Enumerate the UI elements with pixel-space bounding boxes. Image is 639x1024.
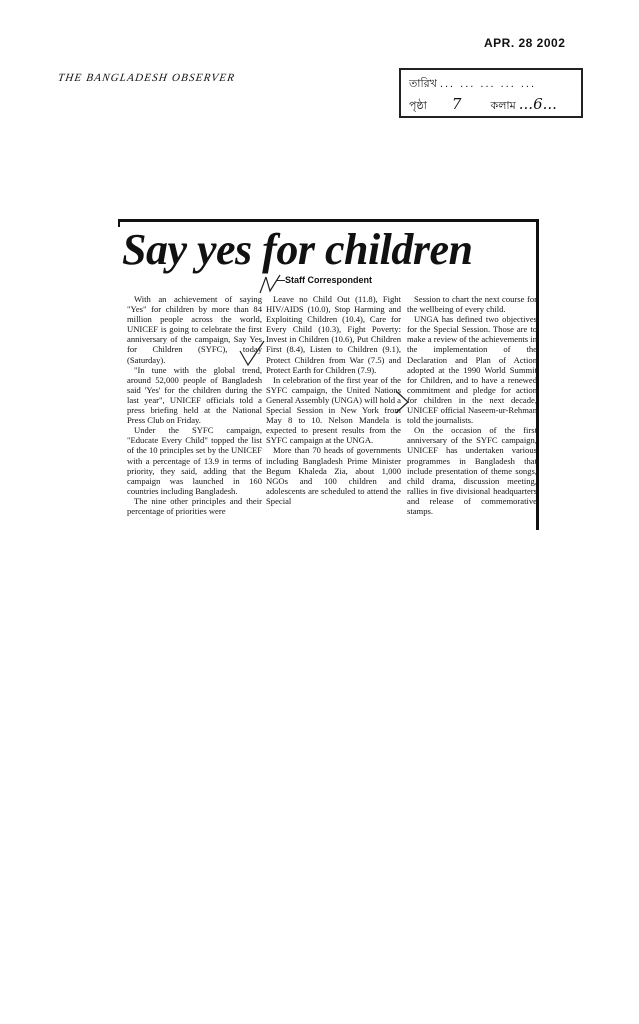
stamp-page-row bbox=[409, 94, 573, 114]
article-column-3 bbox=[407, 294, 537, 516]
paragraph: Session to chart the next course for the wellbeing of every child. bbox=[407, 294, 537, 315]
stamp-date-row bbox=[409, 74, 573, 94]
stamp-page-label: পৃষ্ঠা bbox=[409, 100, 427, 112]
paragraph: The nine other principles and their percentage of priorities were bbox=[127, 495, 262, 516]
date-stamp: APR. 28 2002 bbox=[484, 36, 566, 50]
left-tick bbox=[118, 219, 120, 227]
paragraph: "In tune with the global trend, around 52,000 people of Bangladesh said 'Yes' for the children during the last year", UNICEF officials told a press briefing held at the National Press Club on Friday. bbox=[127, 364, 262, 426]
stamp-date-value: ... ... ... ... ... bbox=[439, 78, 537, 90]
top-rule bbox=[118, 219, 539, 222]
paragraph: Under the SYFC campaign, "Educate Every Child" topped the list of the 10 principles set by the UNICEF with a percentage of 13.9 in terms of priority, they said, adding that the campaign was launched in 160 countries including Bangladesh. bbox=[127, 425, 262, 496]
reference-stamp bbox=[399, 68, 583, 118]
article-column-1 bbox=[127, 294, 262, 516]
newspaper-name: THE BANGLADESH OBSERVER bbox=[57, 72, 236, 84]
paragraph: More than 70 heads of governments including Bangladesh Prime Minister Begum Khaleda Zia, about 1,000 NGOs and 100 children and adolescents are scheduled to attend the Special bbox=[266, 445, 401, 506]
paragraph: Leave no Child Out (11.8), Fight HIV/AIDS (10.0), Stop Harming and Exploiting Children (10.4), Care for Every Child (10.3), Fight Poverty: Invest in Children (10.6), Put Children First (8.4), Listen to Children (9.1), Protect Children from War (7.5) and Protect Earth for Children (7.9). bbox=[266, 294, 401, 375]
news-clipping bbox=[118, 219, 539, 530]
stamp-page-value: 7 bbox=[451, 95, 462, 113]
paragraph: UNGA has defined two objectives for the Special Session. Those are to make a review of the achievements in the implementation of the Declaration and Plan of Action adopted at the 1990 World Summit for Children, and to have a renewed commitment and pledge for action for children in the next decade, UNICEF official Naseem-ur-Rehman told the journalists. bbox=[407, 314, 537, 426]
paragraph: In celebration of the first year of the SYFC campaign, the United Nations General Assembly (UNGA) will hold a Special Session in New York from May 8 to 10. Nelson Mandela is expected to present results from the SYFC campaign at the UNGA. bbox=[266, 374, 401, 446]
stamp-column-label: কলাম bbox=[490, 100, 516, 112]
paragraph: With an achievement of saying "Yes" for children by more than 84 million people across the world, UNICEF is going to celebrate the first anniversary of the campaign, Say Yes for Children (SYFC), today (Saturday). bbox=[127, 294, 262, 365]
headline: Say yes for children bbox=[122, 225, 473, 274]
byline: —Staff Correspondent bbox=[276, 275, 373, 285]
stamp-date-label: তারিখ bbox=[409, 78, 437, 90]
article-column-2 bbox=[266, 294, 401, 506]
paragraph: On the occasion of the first anniversary of the SYFC campaign, UNICEF has undertaken various programmes in Bangladesh that include presentation of theme songs, child drama, discussion meeting, rallies in five divisional headquarters and release of commemorative stamps. bbox=[407, 425, 537, 516]
stamp-column-value: ...6... bbox=[518, 95, 557, 113]
